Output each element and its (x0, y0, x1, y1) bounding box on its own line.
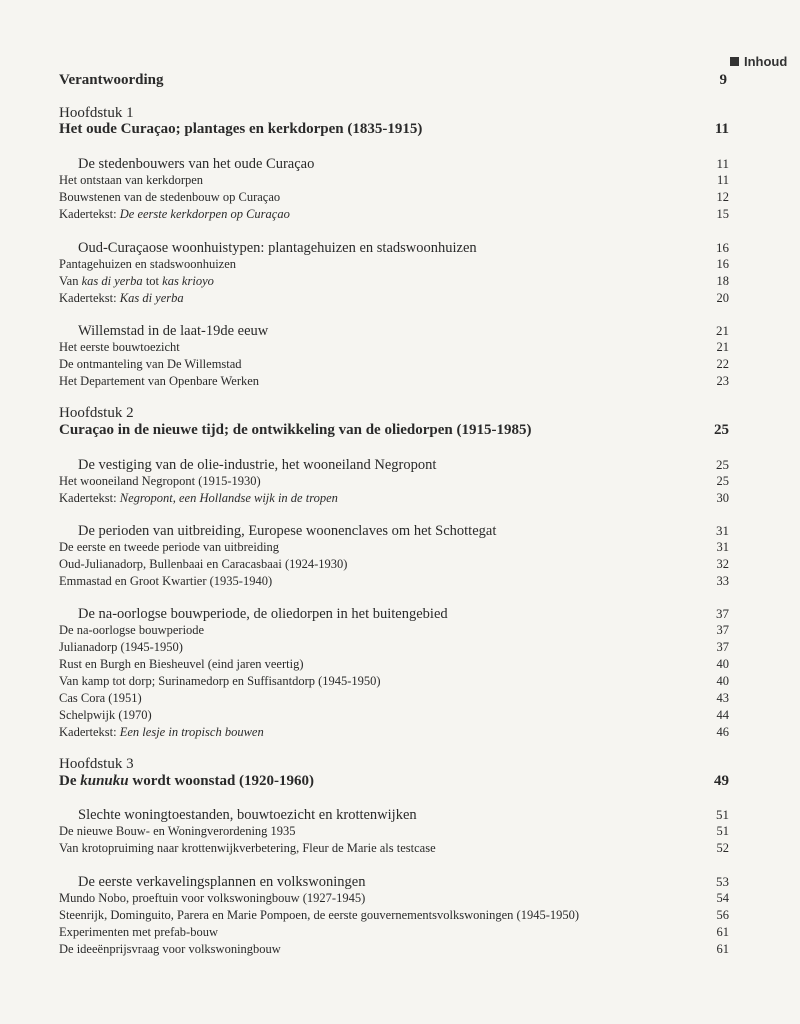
entry-title (59, 491, 338, 506)
entry-title (59, 291, 184, 306)
toc-item (59, 257, 729, 272)
page-number: 30 (716, 491, 729, 505)
entry-text: Bouwstenen van de stedenbouw op Curaçao (59, 190, 281, 204)
entry-text: De stedenbouwers van het oude Curaçao (78, 156, 315, 172)
entry-title (59, 540, 279, 555)
entry-title (59, 207, 290, 222)
entry-title (59, 422, 532, 439)
entry-title (59, 557, 347, 572)
toc-heading (59, 422, 729, 439)
entry-text: Het eerste bouwtoezicht (59, 340, 180, 354)
page-number: 11 (714, 121, 729, 137)
toc-item (59, 474, 729, 489)
page-number: 44 (716, 708, 729, 722)
toc-item (59, 274, 729, 289)
toc-section (59, 156, 729, 173)
entry-text: De ontmanteling van De Willemstad (59, 357, 242, 371)
entry-title (59, 523, 496, 540)
entry-prefix: De (59, 773, 81, 789)
toc-item (59, 540, 729, 555)
page-number: 21 (716, 323, 729, 338)
toc-item (59, 291, 729, 306)
section-label-text: Inhoud (744, 54, 788, 69)
entry-title (59, 240, 477, 257)
entry-prefix: Kadertekst: (59, 725, 120, 739)
entry-title (59, 942, 281, 957)
chapter-label: Hoofdstuk 2 (59, 405, 134, 421)
section-label (730, 54, 787, 69)
toc-item (59, 207, 729, 222)
entry-italic-2: kas krioyo (162, 274, 214, 288)
page-number: 61 (716, 942, 729, 956)
entry-text: Cas Cora (1951) (59, 691, 142, 705)
entry-title (59, 874, 366, 891)
page-number: 25 (714, 422, 729, 438)
page-number: 54 (716, 891, 729, 905)
entry-text: Rust en Burgh en Biesheuvel (eind jaren veertig) (59, 657, 304, 671)
page-number: 12 (716, 190, 729, 204)
entry-text: Schelpwijk (1970) (59, 708, 152, 722)
entry-title (59, 841, 436, 856)
toc-heading (59, 121, 729, 138)
entry-title (59, 340, 180, 355)
entry-text: Oud-Julianadorp, Bullenbaai en Caracasbaai (1924-1930) (59, 557, 348, 571)
entry-title (59, 474, 261, 489)
toc-item (59, 557, 729, 572)
toc-section (59, 807, 729, 824)
entry-title (59, 824, 296, 839)
entry-text: Mundo Nobo, proeftuin voor volkswoningbouw (1927-1945) (59, 891, 366, 905)
entry-text: Het ontstaan van kerkdorpen (59, 173, 204, 187)
toc-item (59, 190, 729, 205)
entry-title (59, 257, 236, 272)
entry-title (59, 807, 417, 824)
page-number: 31 (716, 540, 729, 554)
entry-text: De vestiging van de olie-industrie, het wooneiland Negropont (78, 457, 437, 473)
toc-section (59, 874, 729, 891)
page-number: 37 (716, 606, 729, 621)
entry-text: De na-oorlogse bouwperiode, de oliedorpen in het buitengebied (78, 606, 448, 622)
toc-item (59, 640, 729, 655)
page-number: 16 (716, 257, 729, 271)
entry-italic: kas di yerba (81, 274, 143, 288)
page-number: 11 (716, 156, 729, 171)
entry-text: Julianadorp (1945-1950) (59, 640, 183, 654)
entry-text: Het oude Curaçao; plantages en kerkdorpen (1835-1915) (59, 121, 423, 137)
page-number: 20 (716, 291, 729, 305)
entry-title (59, 274, 214, 289)
page-number: 46 (716, 725, 729, 739)
toc-section (59, 606, 729, 623)
page-number: 31 (716, 523, 729, 538)
toc-item (59, 173, 729, 188)
entry-italic: Kas di yerba (119, 291, 184, 305)
entry-text: Emmastad en Groot Kwartier (1935-1940) (59, 574, 273, 588)
page-number: 51 (716, 807, 729, 822)
entry-text: Willemstad in de laat-19de eeuw (78, 323, 269, 339)
entry-text: Van krotopruiming naar krottenwijkverbetering, Fleur de Marie als testcase (59, 841, 436, 855)
entry-title (59, 606, 448, 623)
page-number: 23 (716, 374, 729, 388)
entry-title (59, 323, 268, 340)
entry-text: De eerste verkavelingsplannen en volkswoningen (78, 874, 366, 890)
toc-item (59, 623, 729, 638)
page-number: 9 (719, 72, 727, 88)
page-number: 11 (716, 173, 729, 187)
entry-title (59, 574, 272, 589)
entry-title (59, 357, 242, 372)
toc-heading (59, 773, 729, 790)
chapter-label: Hoofdstuk 3 (59, 756, 134, 772)
toc-item (59, 824, 729, 839)
page-number: 33 (716, 574, 729, 588)
entry-text: De ideeënprijsvraag voor volkswoningbouw (59, 942, 281, 956)
page-number: 16 (716, 240, 729, 255)
entry-title (59, 623, 204, 638)
toc-item (59, 574, 729, 589)
entry-title (59, 190, 280, 205)
toc-section (59, 523, 729, 540)
page-number: 37 (716, 640, 729, 654)
entry-prefix: Kadertekst: (59, 291, 120, 305)
entry-title (59, 72, 163, 89)
square-bullet-icon (730, 57, 739, 66)
entry-title (59, 708, 152, 723)
toc-item (59, 708, 729, 723)
toc-item (59, 491, 729, 506)
entry-italic: Een lesje in tropisch bouwen (119, 725, 264, 739)
entry-text: Steenrijk, Dominguito, Parera en Marie Pompoen, de eerste gouvernementsvolkswoningen (1945-1950) (59, 908, 580, 922)
entry-title (59, 773, 314, 790)
entry-title (59, 725, 264, 740)
page-number: 32 (716, 557, 729, 571)
entry-title (59, 691, 142, 706)
entry-title (59, 121, 422, 138)
page-number: 15 (716, 207, 729, 221)
entry-prefix: Kadertekst: (59, 207, 120, 221)
entry-title (59, 156, 314, 173)
page-number: 43 (716, 691, 729, 705)
page-number: 61 (716, 925, 729, 939)
page-number: 40 (716, 674, 729, 688)
page-number: 21 (716, 340, 729, 354)
entry-prefix: Van (59, 274, 82, 288)
page-number: 40 (716, 657, 729, 671)
page-number: 56 (716, 908, 729, 922)
page-number: 25 (716, 457, 729, 472)
toc-item (59, 340, 729, 355)
entry-suffix: wordt woonstad (1920-1960) (128, 773, 315, 789)
entry-prefix: Kadertekst: (59, 491, 120, 505)
entry-mid: tot (142, 274, 163, 288)
page-number: 22 (716, 357, 729, 371)
chapter-label: Hoofdstuk 1 (59, 105, 134, 121)
page-number: 25 (716, 474, 729, 488)
entry-title (59, 908, 579, 923)
entry-title (59, 374, 259, 389)
entry-italic: Negropont, een Hollandse wijk in de tropen (119, 491, 338, 505)
entry-text: Het Departement van Openbare Werken (59, 374, 260, 388)
page-number: 37 (716, 623, 729, 637)
entry-italic: kunuku (80, 773, 129, 789)
page-number: 52 (716, 841, 729, 855)
entry-text: Slechte woningtoestanden, bouwtoezicht en krottenwijken (78, 807, 417, 823)
entry-title (59, 657, 304, 672)
entry-text: Verantwoording (59, 72, 164, 88)
entry-text: Het wooneiland Negropont (1915-1930) (59, 474, 261, 488)
entry-text: Pantagehuizen en stadswoonhuizen (59, 257, 237, 271)
toc-section (59, 323, 729, 340)
page-number: 51 (716, 824, 729, 838)
toc-item (59, 357, 729, 372)
entry-title (59, 173, 203, 188)
page-number: 49 (714, 773, 729, 789)
page-number: 53 (716, 874, 729, 889)
toc-item (59, 925, 729, 940)
entry-title (59, 640, 183, 655)
entry-text: De eerste en tweede periode van uitbreiding (59, 540, 280, 554)
toc-item (59, 691, 729, 706)
toc-heading (59, 72, 727, 89)
toc-section (59, 240, 729, 257)
toc-item (59, 725, 729, 740)
toc-item (59, 891, 729, 906)
entry-text: De perioden van uitbreiding, Europese woonenclaves om het Schottegat (78, 523, 497, 539)
entry-title (59, 891, 365, 906)
toc-item (59, 657, 729, 672)
entry-text: Oud-Curaçaose woonhuistypen: plantagehuizen en stadswoonhuizen (78, 240, 477, 256)
entry-text: De nieuwe Bouw- en Woningverordening 1935 (59, 824, 296, 838)
entry-italic: De eerste kerkdorpen op Curaçao (119, 207, 290, 221)
entry-title (59, 457, 436, 474)
toc-item (59, 374, 729, 389)
toc-item (59, 942, 729, 957)
entry-text: De na-oorlogse bouwperiode (59, 623, 205, 637)
entry-title (59, 925, 218, 940)
entry-title (59, 674, 381, 689)
entry-text: Curaçao in de nieuwe tijd; de ontwikkeling van de oliedorpen (1915-1985) (59, 422, 532, 438)
page-number: 18 (716, 274, 729, 288)
toc-item (59, 674, 729, 689)
toc-item (59, 841, 729, 856)
entry-text: Experimenten met prefab-bouw (59, 925, 218, 939)
entry-text: Van kamp tot dorp; Surinamedorp en Suffisantdorp (1945-1950) (59, 674, 381, 688)
toc-item (59, 908, 729, 923)
toc-section (59, 457, 729, 474)
